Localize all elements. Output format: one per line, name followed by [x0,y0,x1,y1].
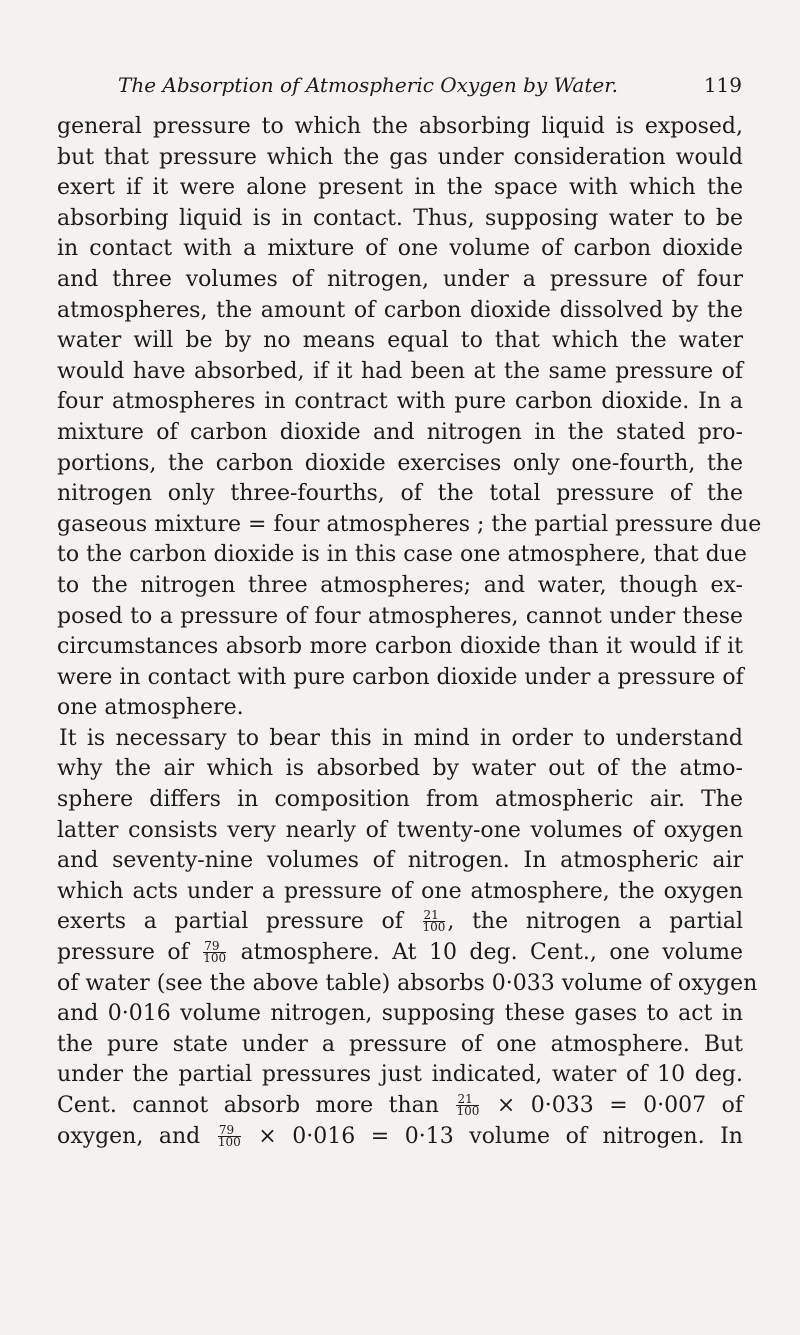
text-line: posed to a pressure of four atmospheres, cannot under these [57,603,743,629]
fraction-denominator: 100 [203,951,227,966]
text-line: which acts under a pressure of one atmosphere, the oxygen [57,878,743,904]
text-line: and three volumes of nitrogen, under a pressure of four [57,266,743,292]
fraction-79-100 [203,941,226,964]
text-line: latter consists very nearly of twenty-one volumes of oxygen [57,817,743,843]
text-segment: exerts a partial pressure of [57,909,403,935]
text-line: the pure state under a pressure of one atmosphere. But [57,1031,743,1057]
text-segment: pressure of [57,940,189,966]
text-line: and 0·016 volume nitrogen, supposing these gases to act in [57,1001,743,1027]
text-line: to the nitrogen three atmospheres; and water, though ex- [57,572,743,598]
paragraph-start-line: It is necessary to bear this in mind in order to understand [59,725,743,751]
text-line: why the air which is absorbed by water out of the atmo- [57,756,743,782]
text-line-with-fraction [57,1091,743,1122]
text-segment: oxygen, and [57,1123,201,1149]
text-line: were in contact with pure carbon dioxide under a pressure of [57,664,744,690]
body-text [57,112,762,1152]
text-segment: × 0·016 = 0·13 volume of nitrogen. In [258,1123,743,1149]
text-line: nitrogen only three-fourths, of the total pressure of the [57,481,743,507]
text-line: and seventy-nine volumes of nitrogen. In atmospheric air [57,848,743,874]
text-line: general pressure to which the absorbing liquid is exposed, [57,114,743,139]
text-line: circumstances absorb more carbon dioxide than it would if it [57,634,743,660]
fraction-numerator: 21 [456,1094,479,1106]
fraction-denominator: 100 [422,920,446,935]
text-line: absorbing liquid is in contact. Thus, supposing water to be [57,205,743,231]
text-line: mixture of carbon dioxide and nitrogen in the stated pro- [57,419,743,445]
fraction-numerator: 21 [423,910,446,922]
text-line: in contact with a mixture of one volume of carbon dioxide [57,236,743,262]
fraction-numerator: 79 [203,941,226,953]
text-line: water will be by no means equal to that which the water [57,328,743,354]
text-line-with-fraction [57,1122,743,1153]
text-line: four atmospheres in contract with pure carbon dioxide. In a [57,389,743,415]
running-header [118,72,742,98]
text-segment: atmosphere. At 10 deg. Cent., one volume [240,940,743,966]
text-line-with-fraction [57,907,743,938]
text-line: but that pressure which the gas under consideration would [57,144,743,170]
text-segment: Cent. cannot absorb more than [57,1093,439,1118]
text-line: to the carbon dioxide is in this case one atmosphere, that due [57,542,747,568]
text-line: would have absorbed, if it had been at the same pressure of [57,358,743,384]
fraction-numerator: 79 [218,1125,241,1137]
fraction-21-100 [456,1094,479,1117]
page-number: 119 [703,73,742,97]
running-title: The Absorption of Atmospheric Oxygen by Water. [118,73,618,97]
text-line-with-fraction [57,938,743,969]
text-line: of water (see the above table) absorbs 0·033 volume of oxygen [57,970,758,996]
fraction-79-100 [217,1122,241,1149]
text-line: exert if it were alone present in the space with which the [57,175,743,201]
text-line: sphere differs in composition from atmospheric air. The [57,787,743,813]
fraction-21-100 [423,910,446,933]
text-segment: × 0·033 = 0·007 of [496,1093,744,1118]
text-line: portions, the carbon dioxide exercises only one-fourth, the [57,450,743,476]
text-line: one atmosphere. [57,695,244,721]
text-line: gaseous mixture = four atmospheres ; the partial pressure due [57,511,762,537]
text-line: under the partial pressures just indicated, water of 10 deg. [57,1062,743,1088]
fraction-denominator: 100 [456,1104,480,1118]
fraction-denominator: 100 [217,1134,241,1149]
text-line: atmospheres, the amount of carbon dioxide dissolved by the [57,297,743,323]
text-segment: , the nitrogen a partial [447,909,743,935]
